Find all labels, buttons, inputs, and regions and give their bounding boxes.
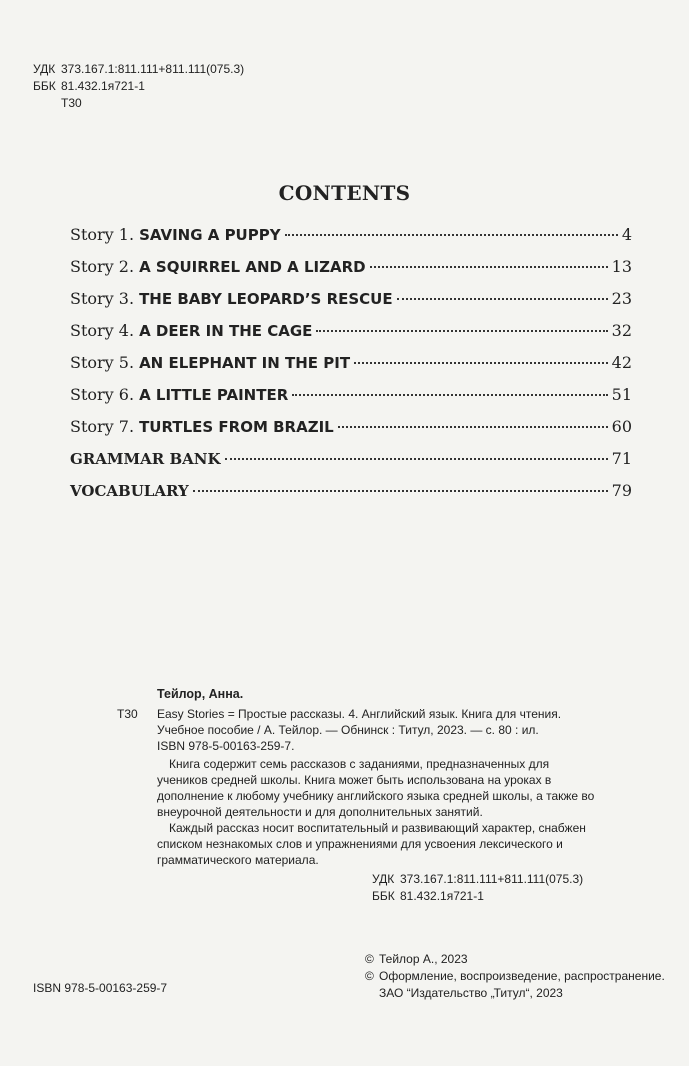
isbn-footer: ISBN 978-5-00163-259-7 <box>33 981 168 995</box>
card-isbn: ISBN 978-5-00163-259-7. <box>157 739 295 753</box>
copyright-line-publisher: ЗАО “Издательство „Титул“, 2023 <box>379 986 563 1000</box>
toc-item-title: TURTLES FROM BRAZIL <box>139 418 334 436</box>
copyright-symbol: © <box>365 952 374 966</box>
author-mark: Т30 <box>61 96 82 110</box>
toc-item-title: A LITTLE PAINTER <box>139 386 289 404</box>
toc-leader-dots <box>397 298 608 300</box>
toc-item-title: SAVING A PUPPY <box>139 226 281 244</box>
toc-item-page: 51 <box>611 385 632 404</box>
toc-item <box>70 222 632 254</box>
udk-label: УДК <box>33 62 56 76</box>
toc-item-title: GRAMMAR BANK <box>70 450 221 468</box>
card-author: Тейлор, Анна. <box>157 687 244 701</box>
toc-leader-dots <box>370 266 608 268</box>
classification-block-top <box>33 61 244 112</box>
toc-item-prefix: Story 6. <box>70 385 135 404</box>
toc-leader-dots <box>193 490 608 492</box>
bbk-value: 81.432.1я721-1 <box>61 79 145 93</box>
annotation-paragraph-2: Каждый рассказ носит воспитательный и развивающий характер, снабжен списком незнакомых слов и упражнениями для усвоения лексического и грамматического материала. <box>157 821 586 867</box>
toc-item <box>70 414 632 446</box>
contents-title: CONTENTS <box>278 181 411 205</box>
bbk-value: 81.432.1я721-1 <box>400 889 484 903</box>
toc-item-title: A DEER IN THE CAGE <box>139 322 313 340</box>
table-of-contents <box>70 222 632 510</box>
toc-leader-dots <box>292 394 607 396</box>
copyright-symbol: © <box>365 969 374 983</box>
card-author-mark: Т30 <box>117 707 138 721</box>
toc-leader-dots <box>338 426 608 428</box>
toc-leader-dots <box>354 362 608 364</box>
card-description: Easy Stories = Простые рассказы. 4. Английский язык. Книга для чтения. Учебное пособие / А. Тейлор. — Обнинск : Титул, 2023. — с. 80 : ил. <box>157 707 562 737</box>
toc-item-page: 32 <box>611 321 632 340</box>
toc-item <box>70 254 632 286</box>
toc-item-prefix: Story 2. <box>70 257 135 276</box>
copyright-block <box>365 951 665 1002</box>
toc-item-vocabulary <box>70 478 632 510</box>
udk-label: УДК <box>372 872 395 886</box>
toc-item-prefix: Story 3. <box>70 289 135 308</box>
toc-item <box>70 286 632 318</box>
toc-item <box>70 350 632 382</box>
toc-item <box>70 318 632 350</box>
toc-item-grammar-bank <box>70 446 632 478</box>
toc-leader-dots <box>285 234 618 236</box>
toc-item <box>70 382 632 414</box>
toc-item-page: 60 <box>611 417 632 436</box>
toc-item-page: 23 <box>611 289 632 308</box>
toc-item-title: VOCABULARY <box>70 482 189 500</box>
udk-value: 373.167.1:811.111+811.111(075.3) <box>61 62 245 76</box>
udk-value: 373.167.1:811.111+811.111(075.3) <box>400 872 584 886</box>
toc-leader-dots <box>225 458 608 460</box>
toc-item-prefix: Story 5. <box>70 353 135 372</box>
toc-item-prefix: Story 4. <box>70 321 135 340</box>
copyright-line-author: Тейлор А., 2023 <box>379 952 468 966</box>
toc-item-page: 13 <box>611 257 632 276</box>
annotation-paragraph-1: Книга содержит семь рассказов с заданиями, предназначенных для учеников средней школы. Книга может быть использована на уроках в дополнение к любому учебнику английского языка средней школы, а также во внеурочной деятельности и для дополнительных занятий. <box>157 757 595 819</box>
bbk-label: ББК <box>33 79 56 93</box>
copyright-line-design: Оформление, воспроизведение, распространение. <box>379 969 665 983</box>
toc-leader-dots <box>316 330 607 332</box>
card-annotation <box>157 756 597 868</box>
toc-item-page: 71 <box>611 449 632 468</box>
toc-item-title: THE BABY LEOPARD’S RESCUE <box>139 290 393 308</box>
bbk-label: ББК <box>372 889 395 903</box>
toc-item-title: AN ELEPHANT IN THE PIT <box>139 354 351 372</box>
toc-item-page: 79 <box>611 481 632 500</box>
toc-item-page: 4 <box>621 225 632 244</box>
toc-item-page: 42 <box>611 353 632 372</box>
toc-item-prefix: Story 7. <box>70 417 135 436</box>
toc-item-title: A SQUIRREL AND A LIZARD <box>139 258 366 276</box>
toc-item-prefix: Story 1. <box>70 225 135 244</box>
classification-block-bottom <box>372 871 583 905</box>
